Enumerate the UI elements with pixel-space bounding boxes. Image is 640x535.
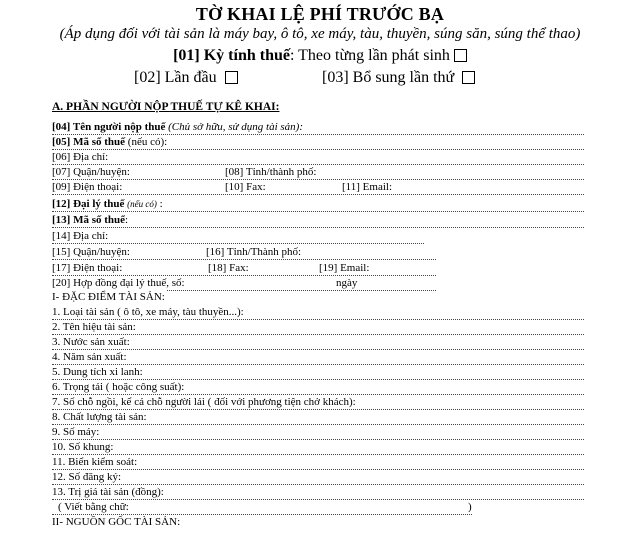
field-18-label: [18] Fax: bbox=[208, 262, 249, 274]
asset-item-row[interactable] bbox=[52, 305, 584, 320]
field-15-16-row[interactable] bbox=[52, 245, 436, 260]
field-04-note: (Chủ sở hữu, sử dụng tài sản): bbox=[168, 121, 304, 133]
form-title: TỜ KHAI LỆ PHÍ TRƯỚC BẠ bbox=[195, 4, 445, 24]
field-07-08-row[interactable] bbox=[52, 165, 584, 180]
asset-item-8: 8. Chất lượng tài sản: bbox=[52, 411, 147, 423]
section-a-title: A. PHẦN NGƯỜI NỘP THUẾ TỰ KÊ KHAI: bbox=[52, 101, 280, 113]
asset-item-row[interactable] bbox=[52, 440, 584, 455]
field-08-label: [08] Tỉnh/thành phố: bbox=[225, 166, 317, 178]
asset-item-row[interactable] bbox=[52, 335, 584, 350]
asset-value-words-row[interactable] bbox=[52, 500, 472, 515]
section-i-title bbox=[52, 290, 584, 304]
asset-item-row[interactable] bbox=[52, 485, 584, 500]
supplement-line bbox=[322, 69, 475, 87]
supplement-checkbox[interactable] bbox=[462, 71, 475, 84]
field-07-label: [07] Quận/huyện: bbox=[52, 166, 130, 178]
asset-item-6: 6. Trọng tải ( hoặc công suất): bbox=[52, 381, 185, 393]
field-05-row[interactable] bbox=[52, 135, 584, 150]
asset-item-1: 1. Loại tài sản ( ô tô, xe máy, tàu thuyền...): bbox=[52, 306, 244, 318]
form-subtitle: (Áp dụng đối với tài sản là máy bay, ô tô, xe máy, tàu, thuyền, súng săn, súng thể thao) bbox=[59, 26, 581, 42]
field-13-label: [13] Mã số thuế bbox=[52, 214, 126, 226]
field-17-label: [17] Điện thoại: bbox=[52, 262, 123, 274]
asset-item-row[interactable] bbox=[52, 320, 584, 335]
field-12-note: (nếu có) bbox=[127, 199, 157, 209]
section-i-title-text: I- ĐẶC ĐIỂM TÀI SẢN: bbox=[52, 291, 165, 303]
asset-item-4: 4. Năm sản xuất: bbox=[52, 351, 127, 363]
field-05-label: [05] Mã số thuế bbox=[52, 136, 126, 148]
field-10-label: [10] Fax: bbox=[225, 181, 266, 193]
field-12-colon: : bbox=[159, 198, 163, 210]
field-09-label: [09] Điện thoại: bbox=[52, 181, 123, 193]
asset-item-7: 7. Số chỗ ngồi, kể cả chỗ người lái ( đối với phương tiện chở khách): bbox=[52, 396, 356, 408]
asset-item-9: 9. Số máy: bbox=[52, 426, 100, 438]
field-13-colon: : bbox=[125, 214, 129, 226]
field-05-note: (nếu có): bbox=[127, 136, 168, 148]
asset-item-12: 12. Số đăng ký: bbox=[52, 471, 122, 483]
supplement-label: [03] Bổ sung lần thứ bbox=[322, 69, 455, 86]
tax-period-text: : Theo từng lần phát sinh bbox=[289, 47, 450, 64]
field-17-19-row[interactable] bbox=[52, 261, 436, 276]
field-11-label: [11] Email: bbox=[342, 181, 392, 193]
field-16-label: [16] Tỉnh/Thành phố: bbox=[206, 246, 302, 258]
asset-item-row[interactable] bbox=[52, 410, 584, 425]
field-04-row[interactable] bbox=[52, 120, 584, 135]
field-12-label: [12] Đại lý thuế bbox=[52, 198, 125, 210]
asset-item-row[interactable] bbox=[52, 350, 584, 365]
field-20-row[interactable] bbox=[52, 276, 436, 291]
asset-item-row[interactable] bbox=[52, 365, 584, 380]
field-09-11-row[interactable] bbox=[52, 180, 584, 195]
tax-period-checkbox[interactable] bbox=[454, 49, 467, 62]
asset-item-row[interactable] bbox=[52, 380, 584, 395]
asset-item-row[interactable] bbox=[52, 425, 584, 440]
section-ii-title-text: II- NGUỒN GỐC TÀI SẢN: bbox=[52, 516, 181, 528]
field-06-label: [06] Địa chỉ: bbox=[52, 151, 109, 163]
asset-item-2: 2. Tên hiệu tài sản: bbox=[52, 321, 136, 333]
asset-value-words-close: ) bbox=[468, 501, 472, 513]
asset-item-3: 3. Nước sản xuất: bbox=[52, 336, 130, 348]
asset-item-row[interactable] bbox=[52, 455, 584, 470]
field-14-row[interactable] bbox=[52, 229, 424, 244]
section-ii-title bbox=[52, 515, 584, 529]
asset-value-words-label: ( Viết bằng chữ: bbox=[58, 501, 129, 513]
field-20-label: [20] Hợp đồng đại lý thuế, số: bbox=[52, 277, 185, 289]
field-15-label: [15] Quận/huyện: bbox=[52, 246, 130, 258]
field-19-label: [19] Email: bbox=[319, 262, 370, 274]
first-time-label: [02] Lần đầu bbox=[134, 69, 217, 86]
asset-item-row[interactable] bbox=[52, 470, 584, 485]
field-12-row[interactable] bbox=[52, 197, 584, 212]
first-time-checkbox[interactable] bbox=[225, 71, 238, 84]
asset-item-13: 13. Trị giá tài sản (đồng): bbox=[52, 486, 164, 498]
field-06-row[interactable] bbox=[52, 150, 584, 165]
field-04-label: [04] Tên người nộp thuế bbox=[52, 121, 166, 133]
asset-item-row[interactable] bbox=[52, 395, 584, 410]
field-13-row[interactable] bbox=[52, 213, 584, 228]
asset-item-5: 5. Dung tích xi lanh: bbox=[52, 366, 143, 378]
field-14-label: [14] Địa chỉ: bbox=[52, 230, 109, 242]
field-20-date-label: ngày bbox=[336, 277, 358, 289]
tax-period-code: [01] Kỳ tính thuế bbox=[173, 47, 290, 64]
asset-item-10: 10. Số khung: bbox=[52, 441, 114, 453]
tax-period-line bbox=[0, 47, 640, 65]
asset-item-11: 11. Biển kiểm soát: bbox=[52, 456, 138, 468]
first-time-line bbox=[134, 69, 238, 87]
